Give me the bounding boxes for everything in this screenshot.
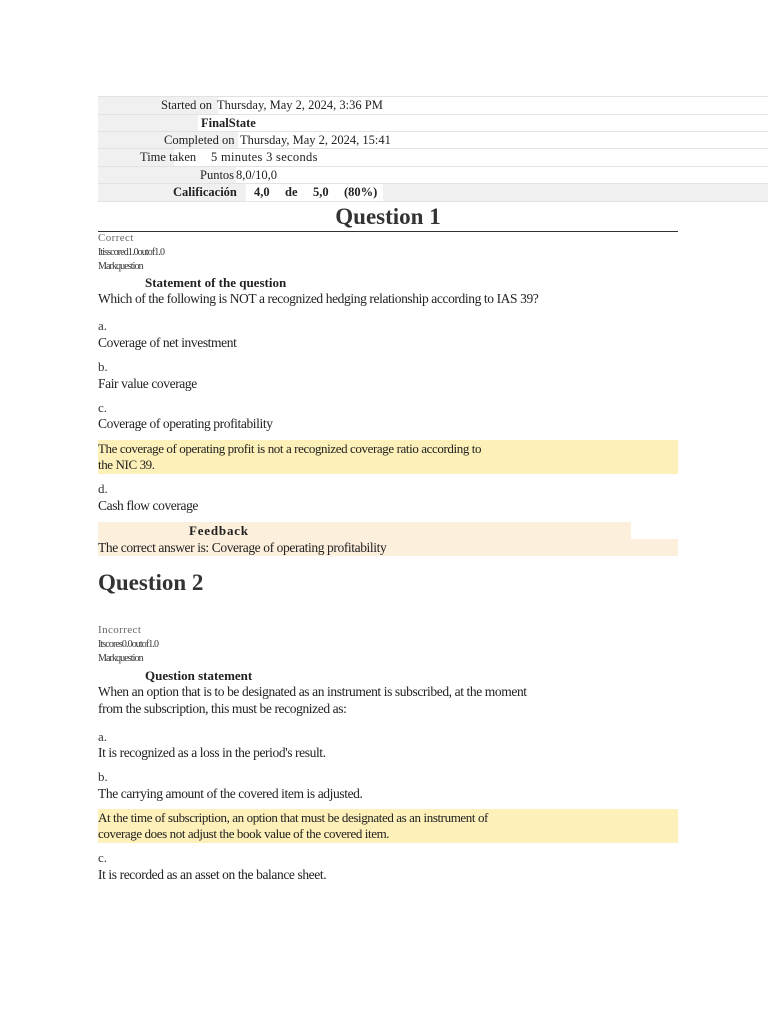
q2-option-a-letter: a.	[98, 729, 108, 744]
option-c-letter: c.	[98, 400, 108, 415]
question-2-heading: Question 2	[98, 570, 204, 595]
question-1-score: Itisscored1.0outof1.0	[98, 247, 165, 258]
summary-row-state	[98, 114, 768, 132]
question-1-heading: Question 1	[335, 204, 441, 229]
heading-divider	[98, 231, 678, 232]
option-a-text[interactable]: Coverage of net investment	[98, 335, 237, 350]
points-value: 8,0/10,0	[236, 168, 277, 182]
q2-answer-explanation	[98, 809, 678, 843]
option-c-text[interactable]: Coverage of operating profitability	[98, 416, 273, 431]
explanation-line-1: The coverage of operating profit is not a recognized coverage ratio according to	[98, 441, 482, 456]
time-label: Time taken	[140, 150, 197, 164]
option-b-text[interactable]: Fair value coverage	[98, 376, 197, 391]
summary-row-started	[98, 96, 768, 114]
summary-row-points	[98, 166, 768, 184]
feedback-label: Feedback	[189, 523, 249, 538]
grade-of: de	[285, 185, 298, 199]
grade-label: Calificación	[173, 185, 237, 199]
grade-max: 5,0	[313, 185, 329, 199]
q2-option-a-text[interactable]: It is recognized as a loss in the period's result.	[98, 745, 326, 760]
grade-percent: (80%)	[344, 185, 378, 199]
completed-value: Thursday, May 2, 2024, 15:41	[240, 133, 391, 147]
option-d-letter: d.	[98, 481, 108, 496]
q2-option-b-text[interactable]: The carrying amount of the covered item is adjusted.	[98, 786, 363, 801]
question-2-flag[interactable]: Markquestion	[98, 653, 143, 664]
started-value: Thursday, May 2, 2024, 3:36 PM	[217, 98, 383, 112]
q2-option-c-letter: c.	[98, 850, 108, 865]
option-a-letter: a.	[98, 318, 108, 333]
question-1-statement-label: Statement of the question	[145, 275, 287, 290]
correct-answer-text: The correct answer is: Coverage of operating profitability	[98, 540, 387, 555]
summary-row-completed	[98, 131, 768, 149]
q2-option-c-text[interactable]: It is recorded as an asset on the balance sheet.	[98, 867, 327, 882]
feedback-block	[98, 522, 678, 557]
completed-label: Completed on	[164, 133, 235, 147]
q2-option-b-letter: b.	[98, 769, 108, 784]
question-1-flag[interactable]: Markquestion	[98, 261, 143, 272]
question-2-score: Itscores0.0outof1.0	[98, 639, 159, 650]
time-value: 5 minutes 3 seconds	[211, 150, 318, 164]
option-d-text[interactable]: Cash flow coverage	[98, 498, 199, 513]
state-value: FinalState	[201, 116, 256, 130]
q2-explanation-line-2: coverage does not adjust the book value of the covered item.	[98, 826, 390, 841]
summary-row-time	[98, 148, 768, 166]
question-1-text: Which of the following is NOT a recognized hedging relationship according to IAS 39?	[98, 291, 539, 306]
question-2-statement-label: Question statement	[145, 668, 253, 683]
q2-explanation-line-1: At the time of subscription, an option that must be designated as an instrument of	[98, 810, 488, 825]
question-1-status: Correct	[98, 232, 134, 244]
summary-row-grade	[98, 183, 768, 202]
option-b-letter: b.	[98, 359, 108, 374]
points-label: Puntos	[200, 168, 235, 182]
started-label: Started on	[161, 98, 213, 112]
answer-explanation	[98, 440, 678, 474]
grade-value: 4,0	[254, 185, 270, 199]
explanation-line-2: the NIC 39.	[98, 457, 155, 472]
question-2-text-line-2: from the subscription, this must be recognized as:	[98, 701, 347, 716]
question-2-text-line-1: When an option that is to be designated as an instrument is subscribed, at the moment	[98, 684, 527, 699]
question-2-status: Incorrect	[98, 624, 142, 636]
